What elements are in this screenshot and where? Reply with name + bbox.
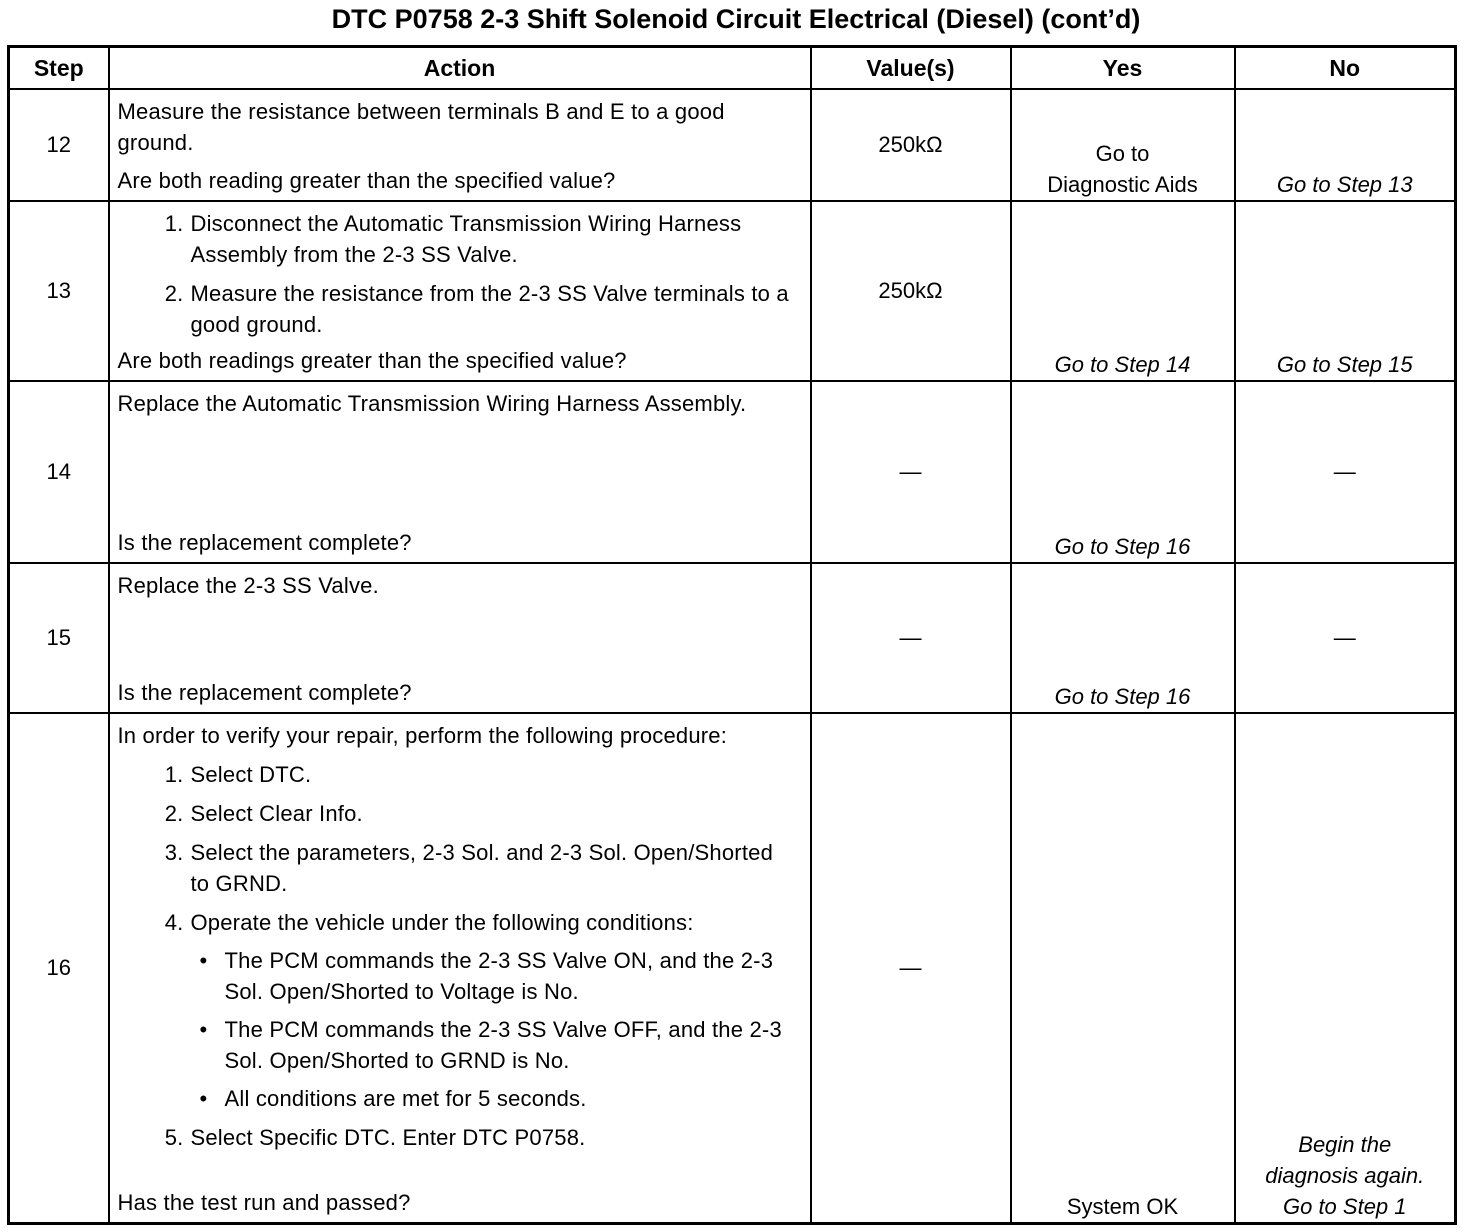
table-row-step-16 bbox=[9, 713, 1456, 1224]
no-cell: — bbox=[1235, 563, 1456, 713]
yes-text-line: Diagnostic Aids bbox=[1047, 172, 1198, 197]
yes-cell: Go to Step 16 bbox=[1011, 381, 1235, 563]
bullet-item bbox=[191, 1014, 798, 1076]
diagnostic-table bbox=[7, 45, 1457, 1225]
bullet-icon: • bbox=[199, 948, 208, 973]
bullet-text: All conditions are met for 5 seconds. bbox=[224, 1086, 587, 1111]
list-item-text: Disconnect the Automatic Transmission Wiring Harness Assembly from the 2-3 SS Valve. bbox=[190, 211, 742, 267]
list-item bbox=[118, 798, 798, 829]
yes-cell: Go to Step 16 bbox=[1011, 563, 1235, 713]
list-item-text: Measure the resistance from the 2-3 SS Valve terminals to a good ground. bbox=[190, 281, 789, 337]
list-item-number: 2. bbox=[164, 801, 184, 826]
list-item bbox=[118, 837, 798, 899]
action-cell bbox=[109, 381, 811, 563]
action-text: Replace the Automatic Transmission Wiring Harness Assembly. bbox=[117, 391, 747, 416]
bullet-icon: • bbox=[199, 1086, 208, 1111]
list-item-text: Select Specific DTC. Enter DTC P0758. bbox=[190, 1125, 586, 1150]
list-item-number: 1. bbox=[164, 762, 184, 787]
bullet-item bbox=[191, 1083, 798, 1114]
value-cell: — bbox=[811, 563, 1011, 713]
value-cell: 250kΩ bbox=[811, 89, 1011, 201]
list-item-number: 3. bbox=[164, 840, 184, 865]
page-title: DTC P0758 2-3 Shift Solenoid Circuit Electrical (Diesel) (cont’d) bbox=[331, 4, 1141, 34]
list-item bbox=[118, 907, 798, 1114]
header-step: Step bbox=[9, 47, 109, 90]
no-cell: Go to Step 15 bbox=[1235, 201, 1456, 381]
yes-cell: System OK bbox=[1011, 713, 1235, 1224]
list-item-number: 1. bbox=[164, 211, 184, 236]
list-item-text: Operate the vehicle under the following conditions: bbox=[190, 910, 694, 935]
action-question: Is the replacement complete? bbox=[117, 530, 412, 555]
no-cell: — bbox=[1235, 381, 1456, 563]
list-item-number: 5. bbox=[164, 1125, 184, 1150]
list-item-text: Select the parameters, 2-3 Sol. and 2-3 Sol. Open/Shorted to GRND. bbox=[190, 840, 774, 896]
bullet-text: The PCM commands the 2-3 SS Valve OFF, and the 2-3 Sol. Open/Shorted to GRND is No. bbox=[224, 1017, 782, 1073]
no-cell bbox=[1235, 713, 1456, 1224]
header-no: No bbox=[1235, 47, 1456, 90]
table-header-row bbox=[9, 47, 1456, 90]
list-item bbox=[118, 1122, 798, 1153]
bullet-icon: • bbox=[199, 1017, 208, 1042]
no-text-line: Begin the bbox=[1298, 1132, 1392, 1157]
yes-text-line: Go to bbox=[1095, 141, 1150, 166]
action-text: Replace the 2-3 SS Valve. bbox=[117, 573, 379, 598]
action-text: Measure the resistance between terminals B and E to a good ground. bbox=[117, 99, 725, 155]
action-question: Has the test run and passed? bbox=[117, 1190, 411, 1215]
action-question: Are both readings greater than the specified value? bbox=[117, 348, 627, 373]
bullet-item bbox=[191, 945, 798, 1007]
list-item-number: 2. bbox=[164, 281, 184, 306]
table-row-step-13 bbox=[9, 201, 1456, 381]
yes-cell bbox=[1011, 89, 1235, 201]
list-item-text: Select DTC. bbox=[190, 762, 312, 787]
step-number: 13 bbox=[9, 201, 109, 381]
value-cell: — bbox=[811, 713, 1011, 1224]
no-text-line: diagnosis again. bbox=[1265, 1163, 1425, 1188]
step-number: 12 bbox=[9, 89, 109, 201]
list-item bbox=[118, 208, 798, 270]
table-row-step-12 bbox=[9, 89, 1456, 201]
header-action: Action bbox=[109, 47, 811, 90]
header-values: Value(s) bbox=[811, 47, 1011, 90]
table-row-step-15 bbox=[9, 563, 1456, 713]
step-number: 14 bbox=[9, 381, 109, 563]
action-question: Is the replacement complete? bbox=[117, 680, 412, 705]
list-item bbox=[118, 759, 798, 790]
table-row-step-14 bbox=[9, 381, 1456, 563]
step-number: 16 bbox=[9, 713, 109, 1224]
header-yes: Yes bbox=[1011, 47, 1235, 90]
action-cell bbox=[109, 201, 811, 381]
list-item-number: 4. bbox=[164, 910, 184, 935]
no-cell: Go to Step 13 bbox=[1235, 89, 1456, 201]
action-cell bbox=[109, 89, 811, 201]
value-cell: 250kΩ bbox=[811, 201, 1011, 381]
action-cell bbox=[109, 563, 811, 713]
list-item-text: Select Clear Info. bbox=[190, 801, 363, 826]
yes-cell: Go to Step 14 bbox=[1011, 201, 1235, 381]
action-text: In order to verify your repair, perform the following procedure: bbox=[117, 723, 728, 748]
value-cell: — bbox=[811, 381, 1011, 563]
bullet-text: The PCM commands the 2-3 SS Valve ON, and the 2-3 Sol. Open/Shorted to Voltage is No. bbox=[224, 948, 774, 1004]
step-number: 15 bbox=[9, 563, 109, 713]
action-cell bbox=[109, 713, 811, 1224]
list-item bbox=[118, 278, 798, 340]
action-question: Are both reading greater than the specified value? bbox=[117, 168, 616, 193]
no-text-line: Go to Step 1 bbox=[1282, 1194, 1407, 1219]
